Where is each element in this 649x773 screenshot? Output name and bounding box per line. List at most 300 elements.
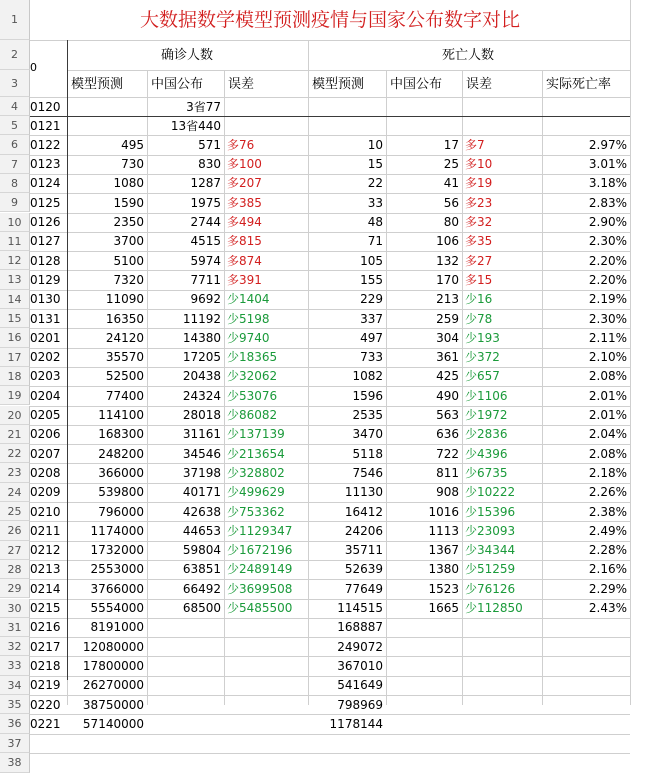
- row-header[interactable]: 7: [0, 155, 30, 174]
- cell-md[interactable]: 52639: [344, 562, 383, 577]
- cell-mc[interactable]: 77400: [105, 388, 144, 403]
- cell-mc[interactable]: 11090: [105, 292, 144, 307]
- cell-cc[interactable]: 40171: [182, 485, 221, 500]
- row-header[interactable]: 38: [0, 753, 30, 773]
- cell-mc[interactable]: 16350: [105, 311, 144, 326]
- cell-cc[interactable]: [147, 715, 224, 734]
- cell-date[interactable]: 0206: [30, 427, 61, 442]
- cell-cd[interactable]: 722: [436, 446, 459, 461]
- cell-date[interactable]: 0216: [30, 620, 61, 635]
- cell-cd[interactable]: 361: [436, 350, 459, 365]
- cell-cd[interactable]: 304: [436, 330, 459, 345]
- cell-ec[interactable]: 少53076: [227, 388, 278, 403]
- cell-cd[interactable]: 132: [436, 253, 459, 268]
- cell-rate[interactable]: 3.01%: [588, 157, 627, 172]
- cell-cc[interactable]: 31161: [182, 427, 221, 442]
- cell-rate[interactable]: 2.49%: [588, 523, 627, 538]
- cell-date[interactable]: 0129: [30, 272, 61, 287]
- cell-md[interactable]: 22: [367, 176, 383, 191]
- cell-cc[interactable]: 5974: [190, 253, 221, 268]
- cell-md[interactable]: 798969: [337, 697, 383, 712]
- cell-ed[interactable]: 少1972: [465, 408, 508, 422]
- cell-cc[interactable]: 24324: [182, 388, 221, 403]
- cell-rate[interactable]: [542, 98, 630, 117]
- cell-rate[interactable]: [542, 676, 630, 695]
- cell-cd[interactable]: 56: [443, 195, 459, 210]
- cell-rate[interactable]: 2.08%: [588, 446, 627, 461]
- cell-cd[interactable]: 25: [443, 157, 459, 172]
- cell-rate[interactable]: 2.10%: [588, 350, 627, 365]
- row-header[interactable]: 22: [0, 444, 30, 463]
- cell-cd[interactable]: 563: [436, 408, 459, 422]
- cell-cc[interactable]: 42638: [182, 504, 221, 519]
- cell-cc[interactable]: 13省440: [170, 118, 221, 133]
- cell-mc[interactable]: [67, 117, 147, 136]
- cell-mc[interactable]: 26270000: [82, 678, 144, 693]
- cell-ec[interactable]: 少328802: [227, 465, 285, 480]
- cell-ed[interactable]: 少6735: [465, 465, 508, 480]
- cell-cd[interactable]: 106: [436, 234, 459, 249]
- cell-cd[interactable]: [386, 657, 462, 676]
- cell-cc[interactable]: [147, 657, 224, 676]
- cell-ed[interactable]: 少15396: [465, 504, 516, 519]
- cell-ec[interactable]: 多815: [227, 234, 262, 249]
- cell-cd[interactable]: 1113: [428, 523, 459, 538]
- cell-cc[interactable]: 9692: [190, 292, 221, 307]
- cell-mc[interactable]: [67, 98, 147, 117]
- cell-md[interactable]: 541649: [337, 678, 383, 693]
- cell-cc[interactable]: [147, 676, 224, 695]
- cell-md[interactable]: 367010: [337, 658, 383, 673]
- cell-mc[interactable]: 539800: [98, 485, 144, 500]
- cell-md[interactable]: 16412: [344, 504, 383, 519]
- cell-date[interactable]: 0221: [30, 716, 61, 731]
- cell-md[interactable]: 733: [360, 350, 383, 365]
- cell-date[interactable]: 0203: [30, 369, 61, 384]
- cell-date[interactable]: 0122: [30, 137, 61, 152]
- cell-ed[interactable]: [462, 715, 542, 734]
- cell-date[interactable]: 0220: [30, 697, 61, 712]
- cell-cc[interactable]: 34546: [182, 446, 221, 461]
- cell-cc[interactable]: 11192: [182, 311, 221, 326]
- cell-cc[interactable]: 17205: [182, 350, 221, 365]
- cell-cc[interactable]: 7711: [190, 272, 221, 287]
- cell-ed[interactable]: 少2836: [465, 427, 508, 442]
- row-header[interactable]: 30: [0, 599, 30, 618]
- cell-md[interactable]: 497: [360, 330, 383, 345]
- cell-ed[interactable]: 少51259: [465, 562, 516, 577]
- cell-mc[interactable]: 8191000: [90, 620, 144, 635]
- cell-rate[interactable]: [542, 618, 630, 637]
- cell-cd[interactable]: [386, 98, 462, 117]
- cell-md[interactable]: 168887: [337, 620, 383, 635]
- cell-rate[interactable]: [542, 638, 630, 657]
- row-header[interactable]: 3: [0, 70, 30, 97]
- cell-rate[interactable]: 3.18%: [588, 176, 627, 191]
- cell-cc[interactable]: 37198: [182, 465, 221, 480]
- cell-cc[interactable]: 28018: [182, 408, 221, 422]
- cell-mc[interactable]: 1732000: [90, 543, 144, 558]
- cell-rate[interactable]: 2.26%: [588, 485, 627, 500]
- cell-mc[interactable]: 7320: [113, 272, 144, 287]
- cell-rate[interactable]: [542, 696, 630, 715]
- cell-cd[interactable]: 425: [436, 369, 459, 384]
- cell-ed[interactable]: 多7: [465, 137, 485, 152]
- cell-cc[interactable]: 3省77: [186, 99, 221, 114]
- cell-ed[interactable]: 多23: [465, 195, 493, 210]
- cell-cc[interactable]: 1287: [190, 176, 221, 191]
- cell-mc[interactable]: 57140000: [82, 716, 144, 731]
- cell-ec[interactable]: 少5198: [227, 311, 270, 326]
- cell-rate[interactable]: 2.28%: [588, 543, 627, 558]
- cell-mc[interactable]: 796000: [98, 504, 144, 519]
- row-header[interactable]: 28: [0, 560, 30, 579]
- cell-mc[interactable]: 3700: [113, 234, 144, 249]
- cell-date[interactable]: 0213: [30, 562, 61, 577]
- cell-cc[interactable]: [147, 618, 224, 637]
- cell-ed[interactable]: 少1106: [465, 388, 508, 403]
- cell-rate[interactable]: 2.01%: [588, 388, 627, 403]
- row-header[interactable]: 21: [0, 425, 30, 444]
- cell-cd[interactable]: 1380: [428, 562, 459, 577]
- row-header[interactable]: 35: [0, 695, 30, 714]
- cell-date[interactable]: 0202: [30, 350, 61, 365]
- row-header[interactable]: 6: [0, 135, 30, 154]
- cell-ec[interactable]: [224, 696, 308, 715]
- cell-cd[interactable]: 1665: [428, 601, 459, 615]
- row-header[interactable]: 2: [0, 40, 30, 70]
- cell-md[interactable]: 155: [360, 272, 383, 287]
- cell-md[interactable]: 249072: [337, 639, 383, 654]
- row2-cell-a[interactable]: 0: [30, 61, 37, 74]
- row-header[interactable]: 17: [0, 348, 30, 367]
- cell-cd[interactable]: 636: [436, 427, 459, 442]
- cell-mc[interactable]: 2350: [113, 215, 144, 229]
- cell-date[interactable]: 0207: [30, 446, 61, 461]
- row-header[interactable]: 9: [0, 193, 30, 212]
- cell-ec[interactable]: 少9740: [227, 330, 270, 345]
- row-header[interactable]: 26: [0, 521, 30, 540]
- cell-cd[interactable]: [386, 676, 462, 695]
- cell-ed[interactable]: [462, 657, 542, 676]
- cell-cc[interactable]: 20438: [182, 369, 221, 384]
- cell-mc[interactable]: 495: [121, 137, 144, 152]
- cell-ec[interactable]: 多76: [227, 137, 255, 152]
- cell-md[interactable]: 114515: [337, 601, 383, 615]
- cell-mc[interactable]: 366000: [98, 465, 144, 480]
- cell-cd[interactable]: 41: [443, 176, 459, 191]
- cell-md[interactable]: [308, 98, 386, 117]
- cell-rate[interactable]: 2.20%: [588, 272, 627, 287]
- cell-md[interactable]: 77649: [344, 581, 383, 596]
- cell-cd[interactable]: [386, 618, 462, 637]
- cell-rate[interactable]: 2.38%: [588, 504, 627, 519]
- cell-rate[interactable]: [542, 715, 630, 734]
- cell-date[interactable]: 0128: [30, 253, 61, 268]
- cell-date[interactable]: 0217: [30, 639, 61, 654]
- cell-md[interactable]: 48: [367, 215, 383, 229]
- cell-date[interactable]: 0209: [30, 485, 61, 500]
- cell-mc[interactable]: 5554000: [90, 601, 144, 615]
- cell-md[interactable]: 1596: [352, 388, 383, 403]
- cell-rate[interactable]: 2.83%: [588, 195, 627, 210]
- cell-mc[interactable]: 114100: [98, 408, 144, 422]
- cell-ec[interactable]: [224, 618, 308, 637]
- cell-date[interactable]: 0127: [30, 234, 61, 249]
- cell-rate[interactable]: 2.20%: [588, 253, 627, 268]
- cell-ed[interactable]: 多27: [465, 253, 493, 268]
- cell-cd[interactable]: 490: [436, 388, 459, 403]
- cell-cd[interactable]: [386, 638, 462, 657]
- cell-md[interactable]: 71: [367, 234, 383, 249]
- cell-md[interactable]: 35711: [344, 543, 383, 558]
- cell-ec[interactable]: 多385: [227, 195, 262, 210]
- cell-ec[interactable]: 少213654: [227, 446, 285, 461]
- cell-cc[interactable]: 571: [198, 137, 221, 152]
- cell-date[interactable]: 0211: [30, 523, 61, 538]
- cell-ec[interactable]: 少86082: [227, 408, 278, 422]
- cell-date[interactable]: 0123: [30, 157, 61, 172]
- cell-rate[interactable]: 2.16%: [588, 562, 627, 577]
- cell-mc[interactable]: 12080000: [82, 639, 144, 654]
- cell-ec[interactable]: 少753362: [227, 504, 285, 519]
- cell-date[interactable]: 0130: [30, 292, 61, 307]
- cell-md[interactable]: 1082: [352, 369, 383, 384]
- cell-cd[interactable]: [386, 696, 462, 715]
- cell-cc[interactable]: 63851: [182, 562, 221, 577]
- cell-cc[interactable]: 66492: [182, 581, 221, 596]
- cell-ec[interactable]: 少1129347: [227, 523, 293, 538]
- row-header[interactable]: 20: [0, 406, 30, 425]
- cell-ed[interactable]: 少78: [465, 311, 493, 326]
- cell-rate[interactable]: 2.43%: [588, 601, 627, 615]
- cell-ec[interactable]: 少18365: [227, 350, 278, 365]
- cell-ed[interactable]: 少657: [465, 369, 500, 384]
- row-header[interactable]: 15: [0, 309, 30, 328]
- cell-rate[interactable]: 2.11%: [588, 330, 627, 345]
- cell-date[interactable]: 0212: [30, 543, 61, 558]
- cell-cd[interactable]: 17: [443, 137, 459, 152]
- cell-rate[interactable]: 2.30%: [588, 234, 627, 249]
- cell-mc[interactable]: 17800000: [82, 658, 144, 673]
- cell-mc[interactable]: 1174000: [90, 523, 144, 538]
- cell-date[interactable]: 0219: [30, 678, 61, 693]
- row-header[interactable]: 12: [0, 251, 30, 270]
- cell-rate[interactable]: 2.08%: [588, 369, 627, 384]
- cell-ec[interactable]: [224, 657, 308, 676]
- cell-date[interactable]: 0215: [30, 601, 61, 615]
- cell-ed[interactable]: 少16: [465, 292, 493, 307]
- row-header[interactable]: 19: [0, 386, 30, 405]
- row-header[interactable]: 1: [0, 0, 30, 40]
- row-header[interactable]: 31: [0, 618, 30, 637]
- cell-md[interactable]: 10: [367, 137, 383, 152]
- cell-ed[interactable]: 少76126: [465, 581, 516, 596]
- cell-md[interactable]: [308, 117, 386, 136]
- cell-md[interactable]: 11130: [344, 485, 383, 500]
- cell-ed[interactable]: 少10222: [465, 485, 516, 500]
- cell-rate[interactable]: 2.18%: [588, 465, 627, 480]
- row-header[interactable]: 18: [0, 367, 30, 386]
- cell-rate[interactable]: 2.90%: [588, 215, 627, 229]
- cell-ed[interactable]: [462, 676, 542, 695]
- row-header[interactable]: 8: [0, 174, 30, 193]
- cell-rate[interactable]: [542, 657, 630, 676]
- cell-cd[interactable]: [386, 117, 462, 136]
- cell-cc[interactable]: 2744: [190, 215, 221, 229]
- cell-ec[interactable]: [224, 715, 308, 734]
- cell-rate[interactable]: 2.01%: [588, 408, 627, 422]
- cell-md[interactable]: 7546: [352, 465, 383, 480]
- cell-mc[interactable]: 5100: [113, 253, 144, 268]
- cell-rate[interactable]: 2.97%: [588, 137, 627, 152]
- cell-ec[interactable]: [224, 98, 308, 117]
- cell-ec[interactable]: [224, 638, 308, 657]
- row-header[interactable]: 37: [0, 734, 30, 753]
- cell-ed[interactable]: [462, 98, 542, 117]
- cell-mc[interactable]: 730: [121, 157, 144, 172]
- cell-mc[interactable]: 24120: [105, 330, 144, 345]
- cell-mc[interactable]: 38750000: [82, 697, 144, 712]
- row-header[interactable]: 25: [0, 502, 30, 521]
- cell-cd[interactable]: 1367: [428, 543, 459, 558]
- cell-ec[interactable]: 少1672196: [227, 543, 293, 558]
- cell-ec[interactable]: 多100: [227, 157, 262, 172]
- cell-mc[interactable]: 52500: [105, 369, 144, 384]
- row-header[interactable]: 24: [0, 483, 30, 502]
- cell-md[interactable]: 33: [367, 195, 383, 210]
- cell-ed[interactable]: [462, 618, 542, 637]
- cell-mc[interactable]: 2553000: [90, 562, 144, 577]
- cell-cd[interactable]: 1016: [428, 504, 459, 519]
- cell-date[interactable]: 0121: [30, 118, 61, 133]
- cell-ec[interactable]: [224, 117, 308, 136]
- cell-rate[interactable]: 2.30%: [588, 311, 627, 326]
- cell-ec[interactable]: 少3699508: [227, 581, 293, 596]
- cell-ec[interactable]: [224, 676, 308, 695]
- row-header[interactable]: 34: [0, 676, 30, 695]
- cell-md[interactable]: 5118: [352, 446, 383, 461]
- row-header[interactable]: 33: [0, 656, 30, 675]
- cell-ed[interactable]: [462, 696, 542, 715]
- row-header[interactable]: 5: [0, 116, 30, 135]
- cell-rate[interactable]: 2.29%: [588, 581, 627, 596]
- cell-ec[interactable]: 多874: [227, 253, 262, 268]
- cell-cc[interactable]: 59804: [182, 543, 221, 558]
- cell-ed[interactable]: 多15: [465, 272, 493, 287]
- cell-md[interactable]: 1178144: [329, 716, 383, 731]
- cell-mc[interactable]: 248200: [98, 446, 144, 461]
- row-header[interactable]: 16: [0, 328, 30, 347]
- cell-cc[interactable]: 68500: [182, 601, 221, 615]
- cell-ed[interactable]: 多32: [465, 215, 493, 229]
- cell-date[interactable]: 0210: [30, 504, 61, 519]
- cell-ec[interactable]: 多391: [227, 272, 262, 287]
- row-header[interactable]: 4: [0, 97, 30, 116]
- cell-rate[interactable]: 2.04%: [588, 427, 627, 442]
- cell-cc[interactable]: [147, 696, 224, 715]
- cell-ec[interactable]: 多494: [227, 215, 262, 229]
- cell-cc[interactable]: 1975: [190, 195, 221, 210]
- cell-rate[interactable]: [542, 117, 630, 136]
- cell-ed[interactable]: [462, 638, 542, 657]
- cell-mc[interactable]: 3766000: [90, 581, 144, 596]
- cell-rate[interactable]: 2.19%: [588, 292, 627, 307]
- cell-date[interactable]: 0205: [30, 408, 61, 422]
- cell-md[interactable]: 2535: [352, 408, 383, 422]
- cell-cc[interactable]: 14380: [182, 330, 221, 345]
- cell-date[interactable]: 0201: [30, 330, 61, 345]
- cell-ed[interactable]: 多35: [465, 234, 493, 249]
- row-header[interactable]: 23: [0, 463, 30, 482]
- cell-md[interactable]: 15: [367, 157, 383, 172]
- cell-cc[interactable]: 830: [198, 157, 221, 172]
- cell-ed[interactable]: 多19: [465, 176, 493, 191]
- cell-date[interactable]: 0204: [30, 388, 61, 403]
- cell-ed[interactable]: [462, 117, 542, 136]
- cell-date[interactable]: 0218: [30, 658, 61, 673]
- row-header[interactable]: 27: [0, 541, 30, 560]
- cell-cd[interactable]: 1523: [428, 581, 459, 596]
- cell-cd[interactable]: [386, 715, 462, 734]
- cell-date[interactable]: 0124: [30, 176, 61, 191]
- row-header[interactable]: 29: [0, 579, 30, 598]
- cell-ec[interactable]: 少499629: [227, 485, 285, 500]
- cell-md[interactable]: 24206: [344, 523, 383, 538]
- cell-md[interactable]: 105: [360, 253, 383, 268]
- row-header[interactable]: 14: [0, 290, 30, 309]
- cell-date[interactable]: 0126: [30, 215, 61, 229]
- cell-ed[interactable]: 少193: [465, 330, 500, 345]
- cell-md[interactable]: 229: [360, 292, 383, 307]
- row-header[interactable]: 10: [0, 213, 30, 232]
- cell-ed[interactable]: 少4396: [465, 446, 508, 461]
- row-header[interactable]: 36: [0, 714, 30, 733]
- row-header[interactable]: 11: [0, 232, 30, 251]
- row-header[interactable]: 13: [0, 270, 30, 289]
- cell-mc[interactable]: 168300: [98, 427, 144, 442]
- cell-date[interactable]: 0125: [30, 195, 61, 210]
- cell-cd[interactable]: 170: [436, 272, 459, 287]
- cell-cd[interactable]: 908: [436, 485, 459, 500]
- cell-date[interactable]: 0214: [30, 581, 61, 596]
- cell-cc[interactable]: 44653: [182, 523, 221, 538]
- cell-mc[interactable]: 1080: [113, 176, 144, 191]
- cell-ec[interactable]: 少1404: [227, 292, 270, 307]
- cell-ed[interactable]: 少34344: [465, 543, 516, 558]
- cell-ec[interactable]: 少5485500: [227, 601, 293, 615]
- cell-cd[interactable]: 213: [436, 292, 459, 307]
- cell-ec[interactable]: 多207: [227, 176, 262, 191]
- cell-date[interactable]: 0120: [30, 99, 61, 114]
- cell-ec[interactable]: 少137139: [227, 427, 285, 442]
- cell-cc[interactable]: 4515: [190, 234, 221, 249]
- cell-ec[interactable]: 少2489149: [227, 562, 293, 577]
- cell-cd[interactable]: 80: [443, 215, 459, 229]
- cell-mc[interactable]: 1590: [113, 195, 144, 210]
- cell-ed[interactable]: 多10: [465, 157, 493, 172]
- cell-cd[interactable]: 259: [436, 311, 459, 326]
- cell-ed[interactable]: 少23093: [465, 523, 516, 538]
- cell-md[interactable]: 337: [360, 311, 383, 326]
- cell-date[interactable]: 0131: [30, 311, 61, 326]
- cell-date[interactable]: 0208: [30, 465, 61, 480]
- cell-cc[interactable]: [147, 638, 224, 657]
- cell-md[interactable]: 3470: [352, 427, 383, 442]
- row-header[interactable]: 32: [0, 637, 30, 656]
- cell-ec[interactable]: 少32062: [227, 369, 278, 384]
- cell-ed[interactable]: 少372: [465, 350, 500, 365]
